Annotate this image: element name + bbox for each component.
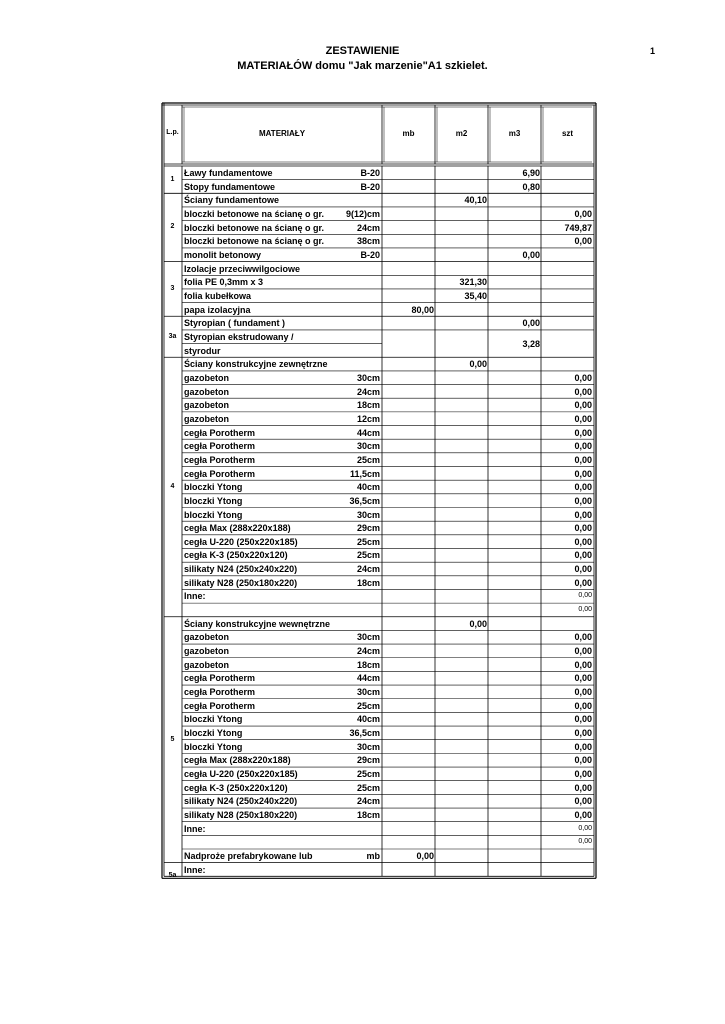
value-szt: 0,00 [574,454,592,465]
material-spec: 24cm [356,222,380,233]
value-szt: 749,87 [564,222,592,233]
value-szt: 0,00 [574,755,592,766]
material-spec: 29cm [356,523,380,534]
material-name: cegła U-220 (250x220x185) [184,536,298,547]
material-name: Ściany konstrukcyjne wewnętrzne [184,618,331,629]
material-name: gazobeton [184,632,229,643]
material-name: silikaty N24 (250x240x220) [184,564,298,575]
material-name: bloczki Ytong [184,482,243,493]
document-title: ZESTAWIENIE [325,45,400,57]
row-number: 1 [170,175,175,183]
material-spec: 30cm [356,372,380,383]
material-name: bloczki betonowe na ścianę o gr. [184,208,325,219]
header-szt: szt [561,129,574,138]
value-szt: 0,00 [574,236,592,247]
material-spec: B-20 [360,168,380,178]
material-name: Ściany konstrukcyjne zewnętrzne [184,359,328,370]
material-name: folia PE 0,3mm x 3 [184,277,264,288]
material-name: bloczki betonowe na ścianę o gr. [184,222,325,233]
row-number: 5a [168,872,177,880]
material-name: bloczki Ytong [184,495,243,506]
material-spec: 18cm [356,577,380,588]
value-m3: 0,00 [522,318,540,329]
value-szt: 0,00 [574,536,592,547]
header-m3: m3 [508,129,521,138]
value-szt: 0,00 [574,700,592,711]
value-m2: 321,30 [459,277,487,288]
value-szt: 0,00 [574,769,592,780]
value-szt: 0,00 [574,372,592,383]
page-number: 1 [650,46,656,56]
value-szt: 0,00 [574,782,592,793]
value-m3: 3,28 [522,338,540,349]
value-szt: 0,00 [574,441,592,452]
value-m3: 0,00 [522,249,540,260]
material-spec: 12cm [356,413,380,424]
material-name: Stopy fundamentowe [184,181,276,192]
value-szt: 0,00 [574,550,592,561]
value-szt: 0,00 [574,427,592,438]
material-spec: 44cm [356,427,380,438]
material-spec: 25cm [356,550,380,561]
material-spec: 30cm [356,687,380,698]
material-name: gazobeton [184,413,229,424]
material-name: Inne: [184,864,206,875]
material-spec: B-20 [360,249,380,260]
value-szt: 0,00 [574,386,592,397]
value-m3: 6,90 [522,168,540,178]
value-szt: 0,00 [574,632,592,643]
material-name: silikaty N24 (250x240x220) [184,796,298,807]
value-szt: 0,00 [574,796,592,807]
value-szt: 0,00 [578,824,592,832]
material-name: Styropian ekstrudowany / [184,331,294,342]
material-name: monolit betonowy [184,249,261,260]
material-spec: 25cm [356,454,380,465]
material-spec: 24cm [356,796,380,807]
material-name: Izolacje przeciwwilgociowe [184,263,301,274]
value-szt: 0,00 [574,577,592,588]
material-name: cegła K-3 (250x220x120) [184,550,288,561]
value-m2: 0,00 [469,618,487,629]
material-name: cegła Porotherm [184,441,256,452]
material-name: silikaty N28 (250x180x220) [184,577,298,588]
material-name: cegła Porotherm [184,468,256,479]
material-spec: 18cm [356,400,380,411]
material-spec: B-20 [360,181,380,192]
material-name: papa izolacyjna [184,304,251,315]
material-spec: 11,5cm [349,468,380,479]
value-szt: 0,00 [574,728,592,739]
material-name: Nadproże prefabrykowane lub [184,851,313,861]
value-szt: 0,00 [574,482,592,493]
material-name: styrodur [184,345,221,356]
material-spec: 36,5cm [349,495,380,506]
material-spec: 24cm [356,646,380,657]
header-lp: L.p. [166,129,179,136]
material-spec: 36,5cm [349,728,380,739]
header-mb: mb [402,129,415,138]
header-m2: m2 [455,129,468,138]
material-name: gazobeton [184,646,229,657]
material-spec: 25cm [356,769,380,780]
value-szt: 0,00 [574,646,592,657]
value-m2: 35,40 [464,290,487,301]
material-name: gazobeton [184,372,229,383]
material-name: silikaty N28 (250x180x220) [184,810,298,821]
material-spec: 18cm [356,659,380,670]
material-name: gazobeton [184,386,229,397]
value-szt: 0,00 [574,208,592,219]
value-szt: 0,00 [574,523,592,534]
row-number: 4 [170,483,175,490]
material-name: cegła Max (288x220x188) [184,523,291,534]
material-name: Ławy fundamentowe [184,168,273,178]
document-subtitle: MATERIAŁÓW domu "Jak marzenie"A1 szkielet. [237,60,488,72]
material-name: cegła Porotherm [184,687,256,698]
material-spec: 30cm [356,632,380,643]
material-name: cegła Max (288x220x188) [184,755,291,766]
value-m3: 0,80 [522,181,540,192]
material-name: Inne: [184,823,206,834]
value-szt: 0,00 [574,413,592,424]
material-spec: 18cm [356,810,380,821]
value-szt: 0,00 [574,564,592,575]
material-spec: 30cm [356,509,380,520]
material-name: bloczki Ytong [184,714,243,725]
material-spec: 44cm [356,673,380,684]
material-name: bloczki betonowe na ścianę o gr. [184,236,325,247]
value-szt: 0,00 [574,714,592,725]
material-name: bloczki Ytong [184,728,243,739]
material-spec: 29cm [356,755,380,766]
material-name: cegła Porotherm [184,673,256,684]
material-name: Styropian ( fundament ) [184,318,285,329]
material-name: Ściany fundamentowe [184,195,280,206]
value-szt: 0,00 [578,592,592,600]
material-spec: 24cm [356,564,380,575]
material-name: gazobeton [184,400,229,411]
material-spec: 40cm [356,714,380,725]
material-spec: 30cm [356,441,380,452]
row-number: 5 [170,735,175,743]
row-number: 3a [168,332,177,340]
material-name: cegła U-220 (250x220x185) [184,769,298,780]
material-spec: 24cm [356,386,380,397]
material-name: cegła K-3 (250x220x120) [184,782,288,793]
material-name: Inne: [184,591,206,602]
material-spec: 25cm [356,700,380,711]
value-szt: 0,00 [574,495,592,506]
material-name: cegła Porotherm [184,454,256,465]
value-mb: 0,00 [416,851,434,861]
value-szt: 0,00 [578,606,592,614]
value-szt: 0,00 [574,687,592,698]
material-spec: 40cm [356,482,380,493]
material-spec: mb [366,851,380,861]
material-spec: 38cm [356,236,380,247]
value-szt: 0,00 [574,673,592,684]
material-spec: 25cm [356,536,380,547]
material-spec: 25cm [356,782,380,793]
value-m2: 0,00 [469,359,487,370]
material-spec: 30cm [356,741,380,752]
value-szt: 0,00 [574,741,592,752]
material-name: bloczki Ytong [184,509,243,520]
value-mb: 80,00 [411,304,434,315]
value-szt: 0,00 [578,838,592,846]
value-m2: 40,10 [464,195,487,206]
header-materials: MATERIAŁY [258,129,306,138]
row-number: 2 [170,223,175,231]
material-name: gazobeton [184,659,229,670]
material-name: bloczki Ytong [184,741,243,752]
value-szt: 0,00 [574,468,592,479]
value-szt: 0,00 [574,400,592,411]
material-spec: 9(12)cm [345,208,380,219]
row-number: 3 [170,284,175,292]
material-name: cegła Porotherm [184,427,256,438]
material-name: cegła Porotherm [184,700,256,711]
material-name: folia kubełkowa [184,290,252,301]
value-szt: 0,00 [574,509,592,520]
value-szt: 0,00 [574,810,592,821]
value-szt: 0,00 [574,659,592,670]
